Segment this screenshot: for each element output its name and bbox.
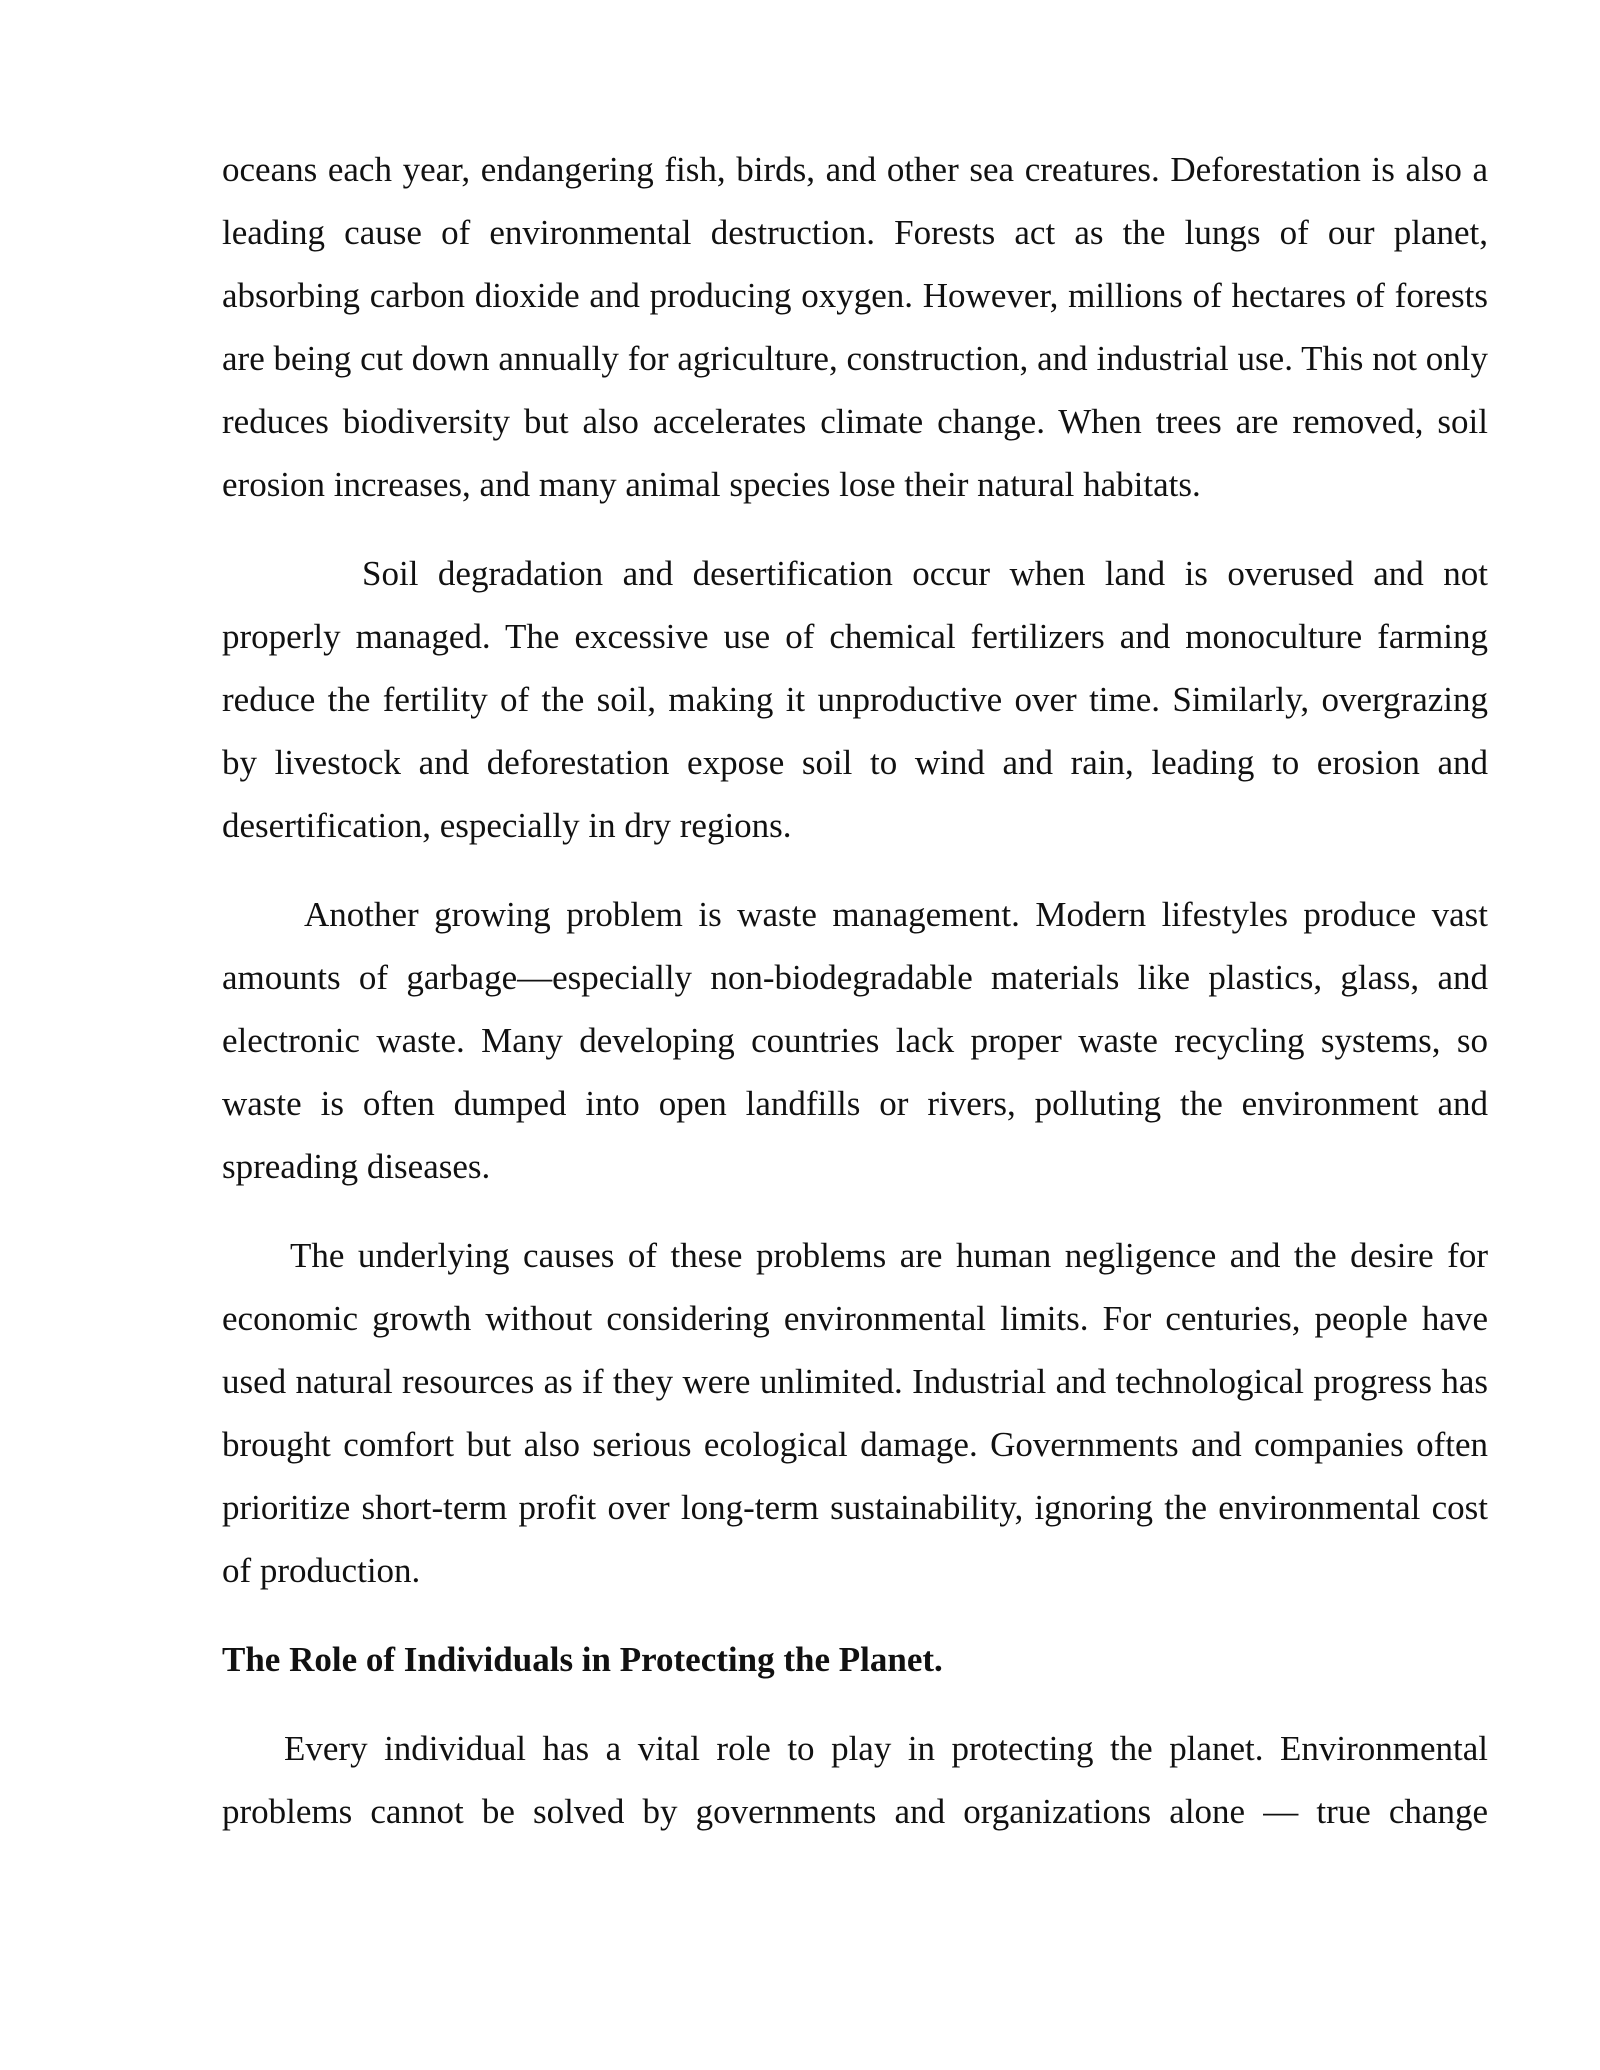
paragraph-soil-degradation: Soil degradation and desertification occur when land is overused and not properly managed. The excessive use of chemical fertilizers and monoculture farming reduce the fertility of the soil, making it unproductive over time. Similarly, overgrazing by livestock and deforestation expose soil to wind and rain, leading to erosion and desertification, especially in dry regions. (222, 554, 1488, 845)
paragraph-waste-management: Another growing problem is waste management. Modern lifestyles produce vast amounts of garbage—especially non-biodegradable materials like plastics, glass, and electronic waste. Many developing countries lack proper waste recycling systems, so waste is often dumped into open landfills or rivers, polluting the environment and spreading diseases. (222, 895, 1488, 1186)
paragraph-underlying-causes: The underlying causes of these problems are human negligence and the desire for economic growth without considering environmental limits. For centuries, people have used natural resources as if they were unlimited. Industrial and technological progress has brought comfort but also serious ecological damage. Governments and companies often prioritize short-term profit over long-term sustainability, ignoring the environmental cost of production. (222, 1236, 1488, 1590)
section-heading: The Role of Individuals in Protecting the Planet. (222, 1640, 943, 1679)
paragraph-individuals-role: Every individual has a vital role to play in protecting the planet. Environmental problems cannot be solved by governments and organizations alone — true change (222, 1729, 1488, 1831)
document-body (222, 138, 1488, 1843)
paragraph-deforestation: oceans each year, endangering fish, birds, and other sea creatures. Deforestation is also a leading cause of environmental destruction. Forests act as the lungs of our planet, absorbing carbon dioxide and producing oxygen. However, millions of hectares of forests are being cut down annually for agriculture, construction, and industrial use. This not only reduces biodiversity but also accelerates climate change. When trees are removed, soil erosion increases, and many animal species lose their natural habitats. (222, 150, 1488, 504)
